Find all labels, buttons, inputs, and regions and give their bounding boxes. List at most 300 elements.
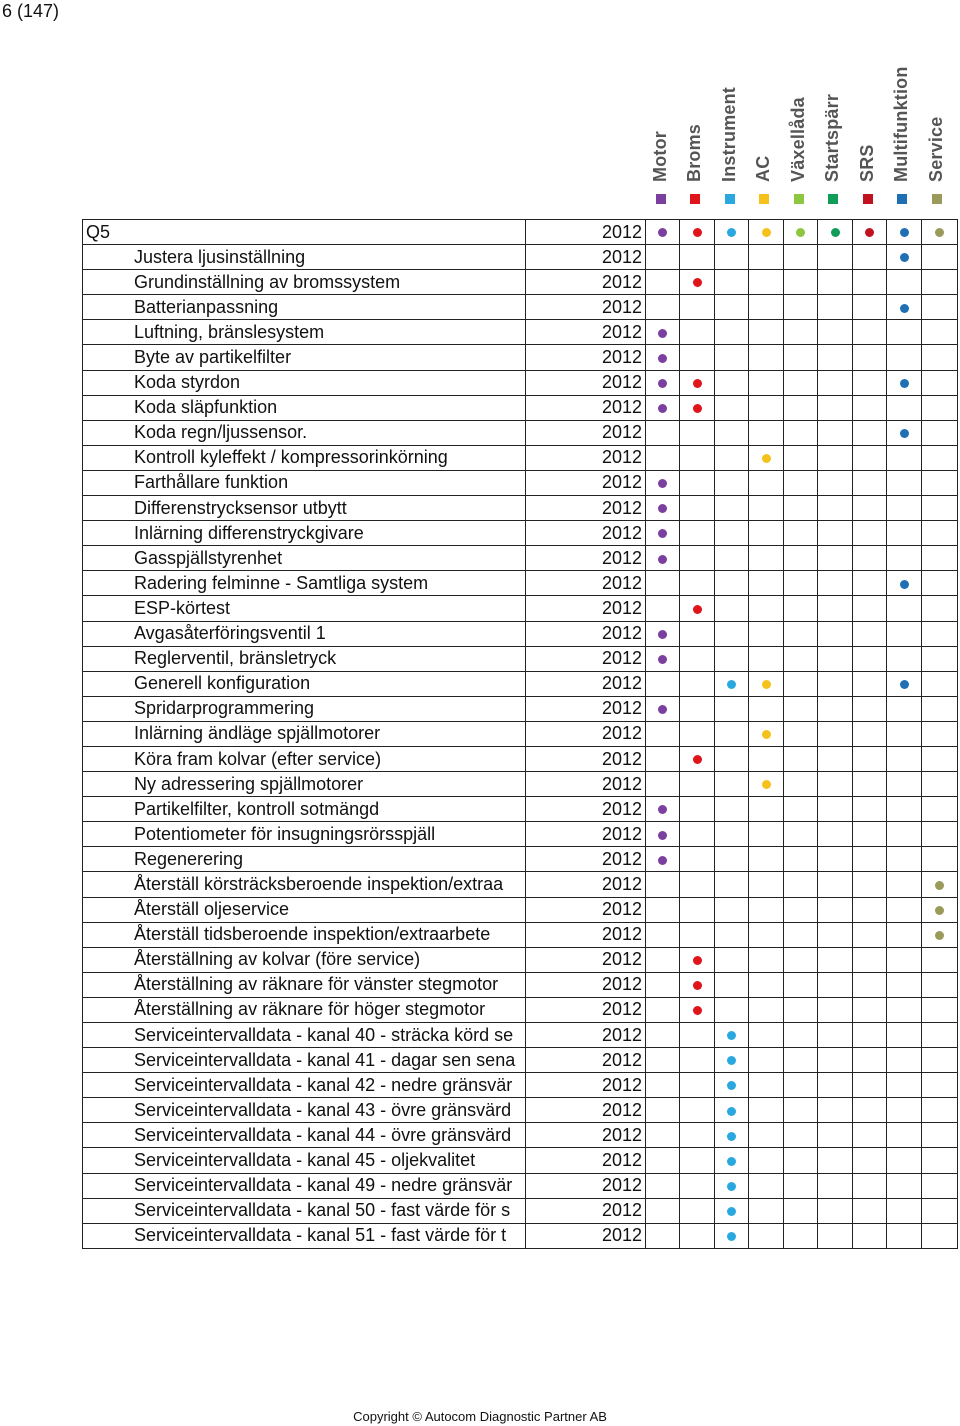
cell-vaxellada — [784, 1148, 818, 1173]
cell-instrument — [715, 772, 749, 797]
cell-motor — [646, 897, 680, 922]
table-row — [83, 972, 958, 997]
function-name: Köra fram kolvar (efter service) — [83, 746, 526, 771]
model-year: 2012 — [526, 872, 646, 897]
support-dot — [693, 404, 702, 413]
cell-multifunktion — [887, 772, 922, 797]
model-year: 2012 — [526, 897, 646, 922]
cell-service — [922, 245, 958, 270]
function-name: Serviceintervalldata - kanal 43 - övre gränsvärd — [83, 1098, 526, 1123]
cell-service — [922, 596, 958, 621]
cell-ac — [749, 847, 784, 872]
cell-motor — [646, 1048, 680, 1073]
cell-vaxellada — [784, 772, 818, 797]
model-year: 2012 — [526, 671, 646, 696]
model-year: 2012 — [526, 1098, 646, 1123]
cell-broms — [680, 521, 715, 546]
model-year: 2012 — [526, 1023, 646, 1048]
column-color-swatch — [794, 194, 804, 204]
cell-instrument — [715, 1073, 749, 1098]
cell-startsparr — [818, 797, 853, 822]
cell-ac — [749, 922, 784, 947]
function-name: Generell konfiguration — [83, 671, 526, 696]
cell-broms — [680, 872, 715, 897]
cell-srs — [853, 1048, 887, 1073]
cell-broms — [680, 370, 715, 395]
model-year: 2012 — [526, 571, 646, 596]
support-dot — [762, 228, 771, 237]
cell-startsparr — [818, 370, 853, 395]
function-name: Potentiometer för insugningsrörsspjäll — [83, 822, 526, 847]
cell-motor — [646, 320, 680, 345]
cell-motor — [646, 370, 680, 395]
support-dot — [658, 705, 667, 714]
cell-vaxellada — [784, 696, 818, 721]
cell-startsparr — [818, 696, 853, 721]
cell-multifunktion — [887, 445, 922, 470]
model-year: 2012 — [526, 696, 646, 721]
support-dot — [693, 278, 702, 287]
support-dot — [900, 379, 909, 388]
cell-multifunktion — [887, 496, 922, 521]
cell-service — [922, 1223, 958, 1248]
table-row — [83, 1123, 958, 1148]
cell-broms — [680, 696, 715, 721]
function-name: Serviceintervalldata - kanal 49 - nedre gränsvär — [83, 1173, 526, 1198]
cell-srs — [853, 245, 887, 270]
table-row — [83, 596, 958, 621]
function-name: Batterianpassning — [83, 295, 526, 320]
cell-startsparr — [818, 746, 853, 771]
column-color-swatch — [656, 194, 666, 204]
cell-srs — [853, 897, 887, 922]
cell-srs — [853, 295, 887, 320]
model-year: 2012 — [526, 1198, 646, 1223]
function-name: Serviceintervalldata - kanal 44 - övre gränsvärd — [83, 1123, 526, 1148]
cell-vaxellada — [784, 671, 818, 696]
cell-instrument — [715, 972, 749, 997]
cell-vaxellada — [784, 721, 818, 746]
cell-srs — [853, 470, 887, 495]
cell-vaxellada — [784, 270, 818, 295]
table-header-row — [83, 220, 958, 245]
cell-multifunktion — [887, 420, 922, 445]
column-header-vaxellada — [784, 0, 818, 210]
table-row — [83, 470, 958, 495]
cell-instrument — [715, 1173, 749, 1198]
cell-startsparr — [818, 395, 853, 420]
cell-service — [922, 420, 958, 445]
function-name: Farthållare funktion — [83, 470, 526, 495]
cell-instrument — [715, 671, 749, 696]
function-name: Partikelfilter, kontroll sotmängd — [83, 797, 526, 822]
cell-srs — [853, 1198, 887, 1223]
cell-vaxellada — [784, 420, 818, 445]
cell-service — [922, 445, 958, 470]
cell-vaxellada — [784, 1023, 818, 1048]
function-name: Serviceintervalldata - kanal 45 - oljekvalitet — [83, 1148, 526, 1173]
cell-motor — [646, 646, 680, 671]
cell-service — [922, 295, 958, 320]
cell-multifunktion — [887, 270, 922, 295]
function-name: Luftning, bränslesystem — [83, 320, 526, 345]
cell-multifunktion — [887, 621, 922, 646]
table-row — [83, 395, 958, 420]
support-dot — [658, 354, 667, 363]
cell-instrument — [715, 922, 749, 947]
cell-instrument — [715, 872, 749, 897]
cell-multifunktion — [887, 220, 922, 245]
cell-srs — [853, 847, 887, 872]
cell-ac — [749, 395, 784, 420]
support-dot — [693, 755, 702, 764]
cell-multifunktion — [887, 1123, 922, 1148]
cell-vaxellada — [784, 621, 818, 646]
cell-instrument — [715, 1198, 749, 1223]
cell-motor — [646, 922, 680, 947]
cell-startsparr — [818, 847, 853, 872]
cell-startsparr — [818, 822, 853, 847]
cell-broms — [680, 1098, 715, 1123]
cell-srs — [853, 270, 887, 295]
cell-srs — [853, 370, 887, 395]
cell-vaxellada — [784, 1173, 818, 1198]
model-year: 2012 — [526, 1148, 646, 1173]
cell-vaxellada — [784, 797, 818, 822]
support-dot — [727, 1157, 736, 1166]
cell-motor — [646, 696, 680, 721]
cell-srs — [853, 922, 887, 947]
cell-vaxellada — [784, 370, 818, 395]
table-row — [83, 997, 958, 1022]
support-dot — [658, 805, 667, 814]
function-name: Avgasåterföringsventil 1 — [83, 621, 526, 646]
cell-startsparr — [818, 420, 853, 445]
cell-ac — [749, 546, 784, 571]
cell-ac — [749, 1223, 784, 1248]
cell-multifunktion — [887, 596, 922, 621]
cell-broms — [680, 947, 715, 972]
model-year: 2012 — [526, 797, 646, 822]
model-year: 2012 — [526, 546, 646, 571]
cell-vaxellada — [784, 470, 818, 495]
cell-startsparr — [818, 772, 853, 797]
cell-broms — [680, 746, 715, 771]
cell-startsparr — [818, 470, 853, 495]
support-dot — [727, 1132, 736, 1141]
function-name: Återställ tidsberoende inspektion/extraarbete — [83, 922, 526, 947]
cell-multifunktion — [887, 1148, 922, 1173]
cell-startsparr — [818, 872, 853, 897]
function-name: Byte av partikelfilter — [83, 345, 526, 370]
cell-motor — [646, 270, 680, 295]
support-dot — [693, 228, 702, 237]
cell-motor — [646, 546, 680, 571]
cell-ac — [749, 746, 784, 771]
cell-startsparr — [818, 1123, 853, 1148]
cell-ac — [749, 245, 784, 270]
cell-startsparr — [818, 220, 853, 245]
cell-broms — [680, 270, 715, 295]
cell-startsparr — [818, 521, 853, 546]
model-year: 2012 — [526, 1223, 646, 1248]
cell-startsparr — [818, 922, 853, 947]
column-color-swatch — [725, 194, 735, 204]
cell-instrument — [715, 696, 749, 721]
cell-motor — [646, 1123, 680, 1148]
table-row — [83, 646, 958, 671]
cell-vaxellada — [784, 997, 818, 1022]
model-year: 2012 — [526, 320, 646, 345]
cell-broms — [680, 320, 715, 345]
cell-startsparr — [818, 546, 853, 571]
cell-broms — [680, 822, 715, 847]
function-name: Serviceintervalldata - kanal 40 - sträcka körd se — [83, 1023, 526, 1048]
function-name: Gasspjällstyrenhet — [83, 546, 526, 571]
cell-multifunktion — [887, 746, 922, 771]
cell-srs — [853, 220, 887, 245]
table-row — [83, 872, 958, 897]
cell-multifunktion — [887, 847, 922, 872]
support-dot — [900, 304, 909, 313]
cell-multifunktion — [887, 370, 922, 395]
support-dot — [935, 931, 944, 940]
cell-motor — [646, 1023, 680, 1048]
function-name: Serviceintervalldata - kanal 51 - fast värde för t — [83, 1223, 526, 1248]
cell-vaxellada — [784, 1048, 818, 1073]
cell-multifunktion — [887, 571, 922, 596]
column-header-multifunktion — [887, 0, 921, 210]
cell-ac — [749, 1123, 784, 1148]
cell-broms — [680, 797, 715, 822]
support-dot — [762, 730, 771, 739]
cell-motor — [646, 295, 680, 320]
support-dot — [727, 1232, 736, 1241]
support-dot — [900, 228, 909, 237]
cell-multifunktion — [887, 320, 922, 345]
cell-ac — [749, 420, 784, 445]
cell-vaxellada — [784, 646, 818, 671]
cell-srs — [853, 772, 887, 797]
column-label: SRS — [857, 144, 877, 182]
cell-motor — [646, 596, 680, 621]
cell-startsparr — [818, 245, 853, 270]
support-dot — [900, 580, 909, 589]
cell-service — [922, 897, 958, 922]
support-dot — [727, 1207, 736, 1216]
support-dot — [658, 504, 667, 513]
table-row — [83, 671, 958, 696]
cell-motor — [646, 1148, 680, 1173]
column-label: Service — [926, 116, 946, 182]
cell-srs — [853, 546, 887, 571]
cell-instrument — [715, 1123, 749, 1148]
cell-instrument — [715, 897, 749, 922]
cell-instrument — [715, 797, 749, 822]
cell-ac — [749, 1098, 784, 1123]
model-year: 2012 — [526, 1123, 646, 1148]
cell-multifunktion — [887, 696, 922, 721]
table-row — [83, 721, 958, 746]
cell-broms — [680, 596, 715, 621]
cell-multifunktion — [887, 797, 922, 822]
cell-multifunktion — [887, 470, 922, 495]
table-row — [83, 797, 958, 822]
cell-vaxellada — [784, 1098, 818, 1123]
cell-multifunktion — [887, 345, 922, 370]
cell-ac — [749, 671, 784, 696]
cell-instrument — [715, 571, 749, 596]
cell-srs — [853, 721, 887, 746]
cell-srs — [853, 345, 887, 370]
cell-service — [922, 1198, 958, 1223]
model-year: 2012 — [526, 972, 646, 997]
cell-service — [922, 822, 958, 847]
model-year: 2012 — [526, 295, 646, 320]
support-dot — [727, 1081, 736, 1090]
support-dot — [900, 429, 909, 438]
cell-ac — [749, 621, 784, 646]
cell-motor — [646, 245, 680, 270]
cell-vaxellada — [784, 521, 818, 546]
cell-vaxellada — [784, 546, 818, 571]
support-dot — [935, 906, 944, 915]
cell-ac — [749, 872, 784, 897]
cell-broms — [680, 997, 715, 1022]
cell-srs — [853, 1098, 887, 1123]
cell-startsparr — [818, 1048, 853, 1073]
cell-ac — [749, 445, 784, 470]
cell-broms — [680, 245, 715, 270]
column-header-broms — [680, 0, 714, 210]
column-color-swatch — [863, 194, 873, 204]
function-table — [82, 219, 958, 1249]
cell-instrument — [715, 320, 749, 345]
cell-startsparr — [818, 1098, 853, 1123]
cell-startsparr — [818, 270, 853, 295]
function-name: Grundinställning av bromssystem — [83, 270, 526, 295]
support-dot — [762, 454, 771, 463]
cell-motor — [646, 1073, 680, 1098]
cell-ac — [749, 470, 784, 495]
column-header-srs — [853, 0, 887, 210]
table-row — [83, 521, 958, 546]
support-dot — [831, 228, 840, 237]
cell-motor — [646, 772, 680, 797]
cell-vaxellada — [784, 320, 818, 345]
function-name: Koda släpfunktion — [83, 395, 526, 420]
support-dot — [658, 555, 667, 564]
cell-service — [922, 772, 958, 797]
function-name: Återställning av kolvar (före service) — [83, 947, 526, 972]
function-name: Återställ oljeservice — [83, 897, 526, 922]
model-year: 2012 — [526, 947, 646, 972]
cell-service — [922, 395, 958, 420]
table-row — [83, 1023, 958, 1048]
cell-srs — [853, 646, 887, 671]
model-year: 2012 — [526, 270, 646, 295]
cell-startsparr — [818, 345, 853, 370]
cell-startsparr — [818, 897, 853, 922]
cell-ac — [749, 521, 784, 546]
function-name: Koda regn/ljussensor. — [83, 420, 526, 445]
table-row — [83, 922, 958, 947]
cell-service — [922, 546, 958, 571]
cell-broms — [680, 1073, 715, 1098]
cell-instrument — [715, 295, 749, 320]
table-row — [83, 345, 958, 370]
cell-startsparr — [818, 571, 853, 596]
support-dot — [900, 253, 909, 262]
support-dot — [727, 1107, 736, 1116]
cell-broms — [680, 470, 715, 495]
model-year: 2012 — [526, 646, 646, 671]
cell-instrument — [715, 546, 749, 571]
cell-vaxellada — [784, 1198, 818, 1223]
support-dot — [727, 1182, 736, 1191]
column-label: Motor — [650, 131, 670, 182]
support-dot — [762, 680, 771, 689]
support-dot — [900, 680, 909, 689]
column-label: Multifunktion — [891, 66, 911, 182]
cell-vaxellada — [784, 1223, 818, 1248]
function-name: Reglerventil, bränsletryck — [83, 646, 526, 671]
cell-vaxellada — [784, 947, 818, 972]
table-row — [83, 696, 958, 721]
support-dot — [796, 228, 805, 237]
cell-vaxellada — [784, 245, 818, 270]
cell-service — [922, 521, 958, 546]
cell-multifunktion — [887, 947, 922, 972]
model-year: 2012 — [526, 496, 646, 521]
cell-broms — [680, 671, 715, 696]
cell-service — [922, 721, 958, 746]
cell-service — [922, 220, 958, 245]
cell-startsparr — [818, 295, 853, 320]
cell-multifunktion — [887, 295, 922, 320]
model-year: 2012 — [526, 370, 646, 395]
support-dot — [727, 680, 736, 689]
cell-srs — [853, 1223, 887, 1248]
model-year: 2012 — [526, 721, 646, 746]
cell-motor — [646, 721, 680, 746]
support-dot — [658, 379, 667, 388]
cell-startsparr — [818, 1198, 853, 1223]
cell-service — [922, 997, 958, 1022]
cell-ac — [749, 972, 784, 997]
cell-startsparr — [818, 1223, 853, 1248]
table-row — [83, 822, 958, 847]
support-dot — [658, 856, 667, 865]
cell-multifunktion — [887, 646, 922, 671]
support-dot — [658, 228, 667, 237]
column-color-swatch — [690, 194, 700, 204]
cell-service — [922, 972, 958, 997]
cell-motor — [646, 395, 680, 420]
cell-srs — [853, 1073, 887, 1098]
cell-startsparr — [818, 671, 853, 696]
support-dot — [693, 981, 702, 990]
cell-service — [922, 646, 958, 671]
function-name: Q5 — [83, 220, 526, 245]
cell-srs — [853, 696, 887, 721]
cell-broms — [680, 972, 715, 997]
cell-srs — [853, 1173, 887, 1198]
cell-multifunktion — [887, 1073, 922, 1098]
cell-motor — [646, 470, 680, 495]
cell-service — [922, 496, 958, 521]
cell-service — [922, 947, 958, 972]
